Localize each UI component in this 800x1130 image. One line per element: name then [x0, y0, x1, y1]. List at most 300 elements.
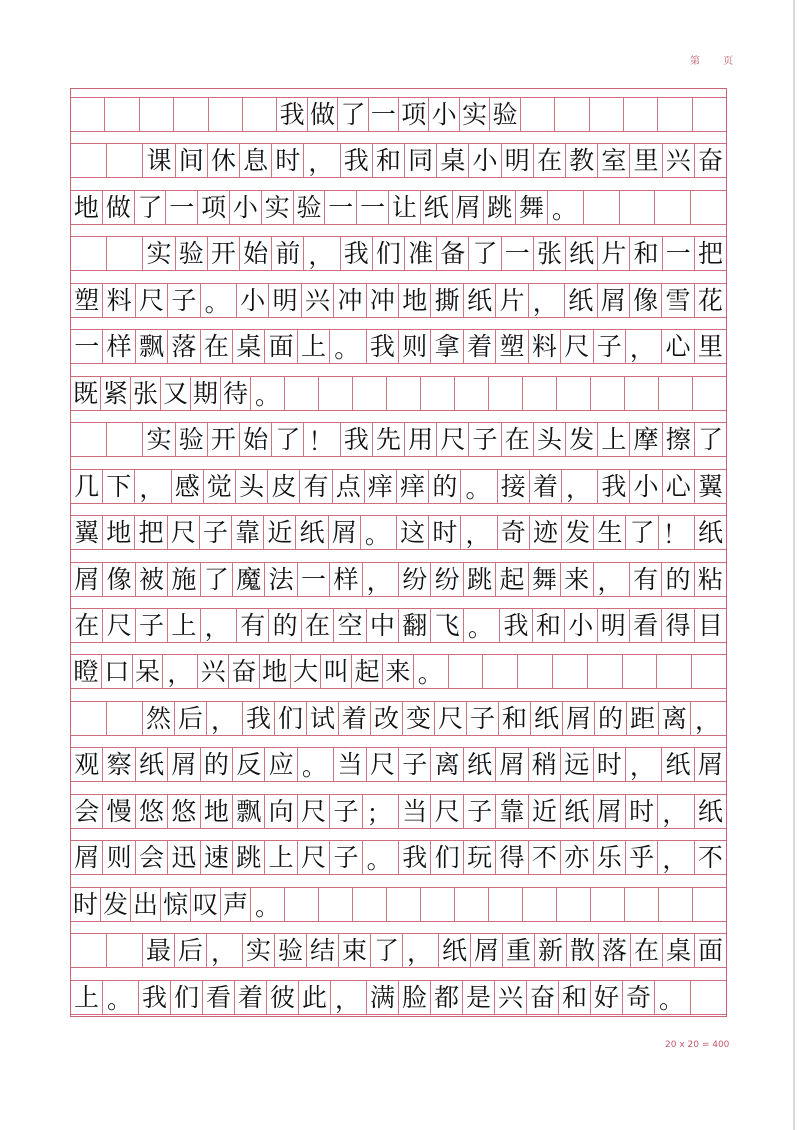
grid-cell-char: 乐: [594, 841, 626, 874]
grid-cell-char: 我: [598, 470, 630, 503]
text-row: [71, 878, 726, 924]
grid-cell-char: 始: [240, 423, 272, 456]
grid-cell-char: 实: [460, 98, 490, 131]
grid-cell-char: 始: [240, 237, 272, 270]
grid-cell-char: 花: [697, 285, 723, 315]
grid-cell-char: 在: [631, 934, 663, 967]
grid-cell-char: 落: [168, 330, 200, 363]
grid-cell-char: 悠: [136, 795, 168, 828]
grid-cell-char: 明: [269, 284, 301, 317]
grid-cell-char: 应: [265, 748, 297, 781]
grid-cell-char: 兴: [302, 284, 334, 317]
grid-cell-char: 新: [535, 934, 567, 967]
grid-cell-empty: [449, 655, 484, 688]
grid-cell-char: 张: [131, 377, 161, 410]
grid-cell-char: 脸: [399, 981, 431, 1014]
text-row: [71, 738, 726, 784]
grid-cell-empty: [140, 98, 174, 131]
grid-cell-char: 一: [357, 191, 389, 224]
grid-cell-char: 尺: [367, 748, 399, 781]
grid-cell-char: 则: [399, 330, 431, 363]
grid-cell-char: 屑: [598, 284, 630, 317]
grid-cell-char: 子: [469, 423, 501, 456]
cell-strip: [71, 469, 726, 504]
grid-cell-char: 我: [277, 98, 307, 131]
grid-cell-char: ，: [304, 237, 340, 270]
grid-cell-char: 上: [168, 609, 200, 642]
grid-cell-char: 既: [71, 377, 101, 410]
grid-cell-char: 瞪: [71, 655, 102, 688]
grid-cell-empty: [107, 237, 143, 270]
cell-strip: [71, 933, 726, 968]
grid-cell-char: 稍: [529, 748, 561, 781]
grid-cell-char: 觉: [204, 470, 236, 503]
grid-cell-char: 尺: [437, 423, 469, 456]
grid-cell-char: 纸: [697, 796, 723, 826]
grid-cell-char: 发: [566, 423, 598, 456]
grid-cell-char: 教: [566, 144, 598, 177]
grid-cell-char: 奇: [498, 516, 530, 549]
cell-strip: [71, 515, 726, 550]
grid-cell-char: ，: [201, 609, 237, 642]
grid-cell-char: 会: [136, 841, 168, 874]
grid-cell-empty: [591, 888, 625, 921]
cell-strip: [71, 422, 726, 457]
grid-cell-char: 一: [71, 330, 103, 363]
grid-cell-char: 速: [201, 841, 233, 874]
grid-cell-char: 验: [490, 98, 520, 131]
grid-cell-char: 着: [235, 981, 267, 1014]
grid-cell-char: 待: [221, 377, 251, 410]
grid-cell-empty: [174, 98, 208, 131]
grid-cell-char: 兴: [495, 981, 527, 1014]
text-row: [71, 320, 726, 366]
grid-cell-char: 几: [71, 470, 103, 503]
text-row: [71, 645, 726, 691]
grid-cell-char: 时: [626, 795, 658, 828]
grid-cell-char: 翻: [399, 609, 431, 642]
grid-cell-empty: [387, 888, 421, 921]
grid-cell-char: 。: [251, 888, 285, 921]
text-row: [71, 971, 726, 1017]
grid-cell-char: 起: [352, 655, 383, 688]
grid-cell-empty: [71, 144, 107, 177]
grid-cell-char: 距: [627, 702, 659, 735]
grid-cell-char: 纸: [464, 748, 496, 781]
grid-cell-empty: [71, 98, 105, 131]
grid-cell-empty: [557, 888, 591, 921]
grid-cell-char: 纸: [439, 934, 471, 967]
grid-cell-char: 尺: [561, 330, 593, 363]
grid-cell-char: 结: [307, 934, 339, 967]
text-row: [71, 227, 726, 273]
grid-cell-char: 尺: [298, 795, 330, 828]
grid-cell-char: 飘: [136, 330, 168, 363]
grid-cell-char: 变: [403, 702, 435, 735]
grid-cell-char: 纸: [464, 284, 496, 317]
grid-cell-char: 。: [548, 191, 584, 224]
grid-cell-char: 舞: [529, 563, 561, 596]
grid-cell-char: 屑: [71, 841, 103, 874]
grid-cell-char: 屑: [329, 516, 361, 549]
grid-cell-char: 奋: [697, 146, 723, 176]
grid-cell-char: 地: [399, 284, 431, 317]
grid-cell-empty: [691, 191, 726, 224]
grid-cell-char: ，: [461, 516, 497, 549]
grid-cell-char: 得: [496, 841, 528, 874]
grid-cell-char: 拿: [431, 330, 463, 363]
grid-cell-empty: [105, 98, 139, 131]
grid-cell-char: 头: [534, 423, 566, 456]
grid-cell-char: 擦: [663, 423, 695, 456]
grid-cell-char: 乎: [626, 841, 658, 874]
grid-cell-char: 我: [367, 330, 399, 363]
grid-cell-char: 近: [264, 516, 296, 549]
grid-cell-char: ！: [304, 423, 340, 456]
grid-cell-char: 撕: [431, 284, 463, 317]
grid-cell-char: 翼: [71, 516, 103, 549]
grid-cell-char: 点: [333, 470, 365, 503]
grid-cell-char: 屑: [594, 795, 626, 828]
grid-cell-char: 张: [534, 237, 566, 270]
cell-strip: [71, 143, 726, 178]
grid-cell-char: 的: [429, 470, 461, 503]
grid-cell-char: 有: [630, 563, 662, 596]
grid-cell-char: 。: [461, 470, 497, 503]
grid-cell-char: 小: [429, 98, 459, 131]
grid-cell-char: 粘: [697, 564, 723, 594]
grid-cell-char: 屑: [697, 750, 723, 780]
grid-cell-char: 我: [341, 237, 373, 270]
grid-cell-empty: [693, 377, 726, 410]
grid-cell-char: 。: [330, 330, 366, 363]
grid-cell-char: 面: [697, 936, 723, 966]
grid-cell-char: 和: [630, 237, 662, 270]
grid-cell-char: 这: [397, 516, 429, 549]
cell-strip: [71, 562, 726, 597]
grid-cell-empty: [421, 888, 455, 921]
grid-cell-char: 时: [429, 516, 461, 549]
grid-cell-char: 了: [626, 516, 658, 549]
grid-cell-char: 不: [697, 843, 723, 873]
grid-cell-char: 一: [502, 237, 534, 270]
grid-cell-char: 塑: [496, 330, 528, 363]
grid-cell-char: 靠: [232, 516, 264, 549]
grid-cell-char: 同: [405, 144, 437, 177]
grid-cell-char: 纸: [566, 237, 598, 270]
grid-cell-char: 尺: [435, 702, 467, 735]
grid-cell-char: 着: [339, 702, 371, 735]
grid-cell-char: ，: [562, 470, 598, 503]
text-row: [71, 785, 726, 831]
grid-cell-empty: [624, 98, 658, 131]
grid-cell-char: 来: [561, 563, 593, 596]
grid-cell-char: 桌: [437, 144, 469, 177]
grid-cell-char: 我: [500, 609, 532, 642]
grid-cell-char: 好: [591, 981, 623, 1014]
grid-cell-empty: [71, 423, 107, 456]
cell-strip: [71, 654, 726, 689]
grid-cell-char: 在: [534, 144, 566, 177]
grid-cell-char: 观: [71, 748, 103, 781]
grid-cell-char: 满: [367, 981, 399, 1014]
grid-cell-char: 一: [166, 191, 198, 224]
grid-cell-empty: [483, 655, 518, 688]
grid-cell-char: ，: [695, 705, 721, 735]
text-row: [71, 413, 726, 459]
grid-cell-empty: [71, 702, 107, 735]
grid-cell-empty: [659, 888, 693, 921]
grid-cell-char: 奇: [623, 981, 655, 1014]
grid-cell-char: 实: [243, 934, 275, 967]
grid-cell-char: ，: [207, 702, 243, 735]
grid-cell-char: 开: [208, 237, 240, 270]
grid-cell-char: 皮: [268, 470, 300, 503]
grid-cell-char: 束: [339, 934, 371, 967]
grid-cell-char: 尺: [298, 841, 330, 874]
grid-cell-char: 了: [371, 934, 403, 967]
grid-cell-char: 把: [697, 239, 723, 269]
grid-cell-char: 叹: [191, 888, 221, 921]
grid-cell-empty: [555, 98, 589, 131]
grid-cell-char: 翼: [697, 471, 723, 501]
grid-cell-char: 纸: [565, 284, 597, 317]
grid-cell-char: 在: [502, 423, 534, 456]
grid-cell-char: 呆: [133, 655, 164, 688]
grid-cell-char: 片: [598, 237, 630, 270]
grid-cell-char: 是: [463, 981, 495, 1014]
grid-cell-char: 纸: [421, 191, 453, 224]
grid-cell-char: 像: [103, 563, 135, 596]
grid-cell-char: 桌: [233, 330, 265, 363]
grid-cell-char: 我: [399, 841, 431, 874]
grid-cell-char: 把: [135, 516, 167, 549]
grid-cell-char: 法: [265, 563, 297, 596]
grid-cell-empty: [623, 655, 658, 688]
grid-cell-char: 用: [405, 423, 437, 456]
grid-cell-char: 奋: [527, 981, 559, 1014]
grid-cell-char: ，: [363, 563, 399, 596]
grid-cell-empty: [319, 888, 353, 921]
grid-cell-char: 心: [662, 330, 694, 363]
grid-cell-char: ！: [659, 516, 695, 549]
grid-cell-char: 着: [530, 470, 562, 503]
grid-cell-char: 让: [389, 191, 421, 224]
grid-cell-char: 子: [330, 841, 362, 874]
grid-cell-char: 察: [103, 748, 135, 781]
grid-cell-empty: [590, 98, 624, 131]
grid-cell-char: 惊: [161, 888, 191, 921]
grid-cell-char: 。: [298, 748, 334, 781]
grid-cell-char: 尺: [168, 516, 200, 549]
grid-cell-char: 项: [198, 191, 230, 224]
grid-cell-empty: [353, 888, 387, 921]
grid-cell-char: 起: [496, 563, 528, 596]
grid-cell-char: 准: [405, 237, 437, 270]
grid-cell-char: 兴: [198, 655, 229, 688]
grid-cell-char: 纸: [531, 702, 563, 735]
grid-cell-char: 息: [240, 144, 272, 177]
grid-cell-char: 头: [236, 470, 268, 503]
grid-cell-char: 室: [598, 144, 630, 177]
grid-cell-empty: [285, 377, 319, 410]
grid-cell-char: 了: [201, 563, 233, 596]
grid-cell-char: 感: [172, 470, 204, 503]
grid-cell-char: 着: [464, 330, 496, 363]
grid-cell-char: 纸: [697, 518, 723, 548]
grid-cell-char: 生: [594, 516, 626, 549]
grid-cell-empty: [588, 655, 623, 688]
grid-cell-empty: [353, 377, 387, 410]
text-row: [71, 924, 726, 970]
grid-cell-char: 屑: [168, 748, 200, 781]
grid-cell-char: 上: [265, 841, 297, 874]
grid-cell-empty: [553, 655, 588, 688]
grid-cell-char: 冲: [367, 284, 399, 317]
grid-cell-char: 期: [191, 377, 221, 410]
grid-cell-empty: [625, 888, 659, 921]
grid-cell-char: 子: [467, 702, 499, 735]
cell-strip: [71, 887, 726, 922]
grid-cell-char: 。: [201, 284, 237, 317]
grid-cell-char: 口: [102, 655, 133, 688]
grid-cell-empty: [693, 98, 726, 131]
grid-cell-char: 了: [697, 425, 723, 455]
grid-cell-char: 迅: [168, 841, 200, 874]
grid-cell-char: ，: [626, 330, 662, 363]
grid-cell-char: 慢: [103, 795, 135, 828]
grid-cell-char: 小: [469, 144, 501, 177]
grid-cell-empty: [658, 98, 692, 131]
grid-cell-char: 的: [595, 702, 627, 735]
grid-cell-char: 地: [260, 655, 291, 688]
grid-cell-char: 屑: [471, 934, 503, 967]
grid-cell-char: 紧: [101, 377, 131, 410]
grid-cell-char: 玩: [464, 841, 496, 874]
grid-cell-char: 当: [334, 748, 366, 781]
grid-cell-char: 。: [103, 981, 139, 1014]
grid-cell-char: 项: [399, 98, 429, 131]
cell-strip: [71, 840, 726, 875]
grid-cell-char: 和: [533, 609, 565, 642]
grid-cell-char: 散: [567, 934, 599, 967]
grid-cell-char: 心: [663, 470, 695, 503]
grid-cell-char: 跳: [484, 191, 516, 224]
grid-cell-char: ；: [363, 795, 399, 828]
grid-cell-empty: [659, 377, 693, 410]
text-row: [71, 506, 726, 552]
grid-cell-empty: [489, 377, 523, 410]
grid-cell-char: 大: [291, 655, 322, 688]
grid-cell-char: 里: [697, 332, 723, 362]
grid-cell-char: 一: [369, 98, 399, 131]
grid-cell-char: 明: [502, 144, 534, 177]
grid-cell-char: 了: [272, 423, 304, 456]
grid-cell-char: 落: [599, 934, 631, 967]
grid-cell-char: 和: [559, 981, 591, 1014]
text-row: [71, 553, 726, 599]
grid-cell-empty: [489, 888, 523, 921]
composition-grid: [70, 88, 727, 1017]
grid-cell-char: 子: [168, 284, 200, 317]
grid-cell-char: 前: [272, 237, 304, 270]
grid-cell-char: 纷: [399, 563, 431, 596]
grid-cell-empty: [691, 981, 726, 1014]
grid-cell-empty: [625, 377, 659, 410]
grid-cell-char: 子: [594, 330, 626, 363]
grid-cell-char: 备: [437, 237, 469, 270]
grid-cell-empty: [107, 934, 143, 967]
grid-cell-char: 一: [663, 237, 695, 270]
grid-cell-char: 子: [330, 795, 362, 828]
grid-cell-char: 叫: [321, 655, 352, 688]
text-row: [71, 831, 726, 877]
grid-cell-char: 小: [237, 284, 269, 317]
grid-count-label: 20 x 20 = 400: [665, 1040, 730, 1050]
grid-cell-char: 里: [630, 144, 662, 177]
grid-cell-char: 地: [103, 516, 135, 549]
grid-cell-char: 最: [143, 934, 175, 967]
cell-strip: [71, 190, 726, 225]
grid-cell-char: ，: [594, 563, 630, 596]
cell-strip: [71, 97, 726, 132]
grid-cell-char: 子: [136, 609, 168, 642]
grid-cell-char: ，: [163, 655, 198, 688]
grid-cell-char: 试: [307, 702, 339, 735]
grid-cell-char: 远: [561, 748, 593, 781]
grid-cell-char: 飞: [431, 609, 463, 642]
grid-cell-char: 开: [208, 423, 240, 456]
grid-cell-empty: [692, 655, 726, 688]
grid-cell-char: 们: [275, 702, 307, 735]
grid-cell-char: 屑: [71, 563, 103, 596]
grid-cell-char: 样: [103, 330, 135, 363]
text-row: [71, 599, 726, 645]
grid-cell-empty: [518, 655, 553, 688]
grid-cell-char: 子: [200, 516, 232, 549]
grid-cell-char: 离: [659, 702, 691, 735]
grid-cell-char: 空: [334, 609, 366, 642]
grid-cell-empty: [521, 98, 555, 131]
grid-cell-char: 向: [265, 795, 297, 828]
grid-cell-char: 在: [302, 609, 334, 642]
grid-cell-char: 我: [341, 144, 373, 177]
grid-cell-char: ，: [135, 470, 171, 503]
cell-strip: [71, 980, 726, 1015]
grid-cell-char: 屑: [496, 748, 528, 781]
grid-cell-empty: [657, 655, 692, 688]
grid-cell-char: 验: [294, 191, 326, 224]
grid-cell-empty: [693, 888, 726, 921]
grid-cell-char: 了: [338, 98, 368, 131]
grid-cell-char: 。: [363, 841, 399, 874]
grid-cell-char: 反: [233, 748, 265, 781]
grid-cell-char: 痒: [365, 470, 397, 503]
grid-cell-char: 实: [143, 237, 175, 270]
grid-cell-char: ，: [331, 981, 367, 1014]
grid-cell-char: 此: [299, 981, 331, 1014]
grid-cell-empty: [107, 702, 143, 735]
grid-cell-char: 摩: [630, 423, 662, 456]
grid-cell-char: 痒: [397, 470, 429, 503]
grid-cell-char: 验: [176, 423, 208, 456]
grid-cell-char: 雪: [662, 284, 694, 317]
grid-cell-char: 飘: [233, 795, 265, 828]
cell-strip: [71, 329, 726, 364]
grid-cell-char: 桌: [663, 934, 695, 967]
grid-cell-char: 我: [341, 423, 373, 456]
grid-cell-char: 验: [176, 237, 208, 270]
